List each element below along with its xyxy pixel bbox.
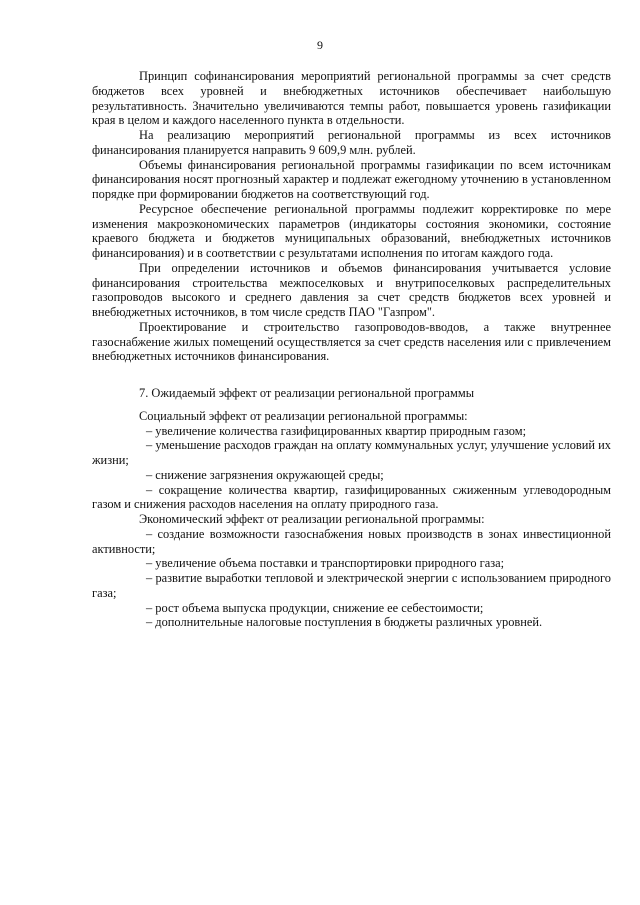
- social-effect-intro: Социальный эффект от реализации региональной программы:: [139, 408, 468, 423]
- social-effect-item: – сокращение количества квартир, газифицированных сжиженным углеводородным газом и снижения расходов населения на оплату природного газа.: [92, 482, 611, 512]
- paragraph-design-construction: Проектирование и строительство газопроводов-вводов, а также внутреннее газоснабжение жилых помещений осуществляется за счет средств населения или с привлечением внебюджетных источников финансирования.: [92, 319, 611, 364]
- economic-effect-item: – развитие выработки тепловой и электрической энергии с использованием природного газа;: [92, 571, 611, 600]
- economic-effect-item: – дополнительные налоговые поступления в бюджеты различных уровней.: [146, 615, 543, 630]
- paragraph-funding-total: На реализацию мероприятий региональной программы из всех источников финансирования планируется направить 9 609,9 млн. рублей.: [92, 128, 611, 157]
- social-effect-item: – снижение загрязнения окружающей среды;: [146, 467, 384, 482]
- paragraph-funding-volumes: Объемы финансирования региональной программы газификации по всем источникам финансирования носят прогнозный характер и подлежат ежегодному уточнению в установленном порядке при формировании бюджетов на соответствующий год.: [92, 157, 611, 201]
- economic-effect-item: – увеличение объема поставки и транспортировки природного газа;: [146, 556, 505, 571]
- economic-effect-intro: Экономический эффект от реализации региональной программы:: [139, 512, 485, 526]
- social-effect-item: – уменьшение расходов граждан на оплату коммунальных услуг, улучшение условий их жизни;: [92, 438, 611, 467]
- paragraph-cofinancing: Принцип софинансирования мероприятий региональной программы за счет средств бюджетов всех уровней и внебюджетных источников обеспечивает наибольшую результативность. Значительно увеличиваются темпы работ, повышается уровень газификации края в целом и каждого населенного пункта в отдельности.: [92, 69, 611, 128]
- social-effect-item: – увеличение количества газифицированных квартир природным газом;: [146, 423, 527, 438]
- paragraph-resource-provision: Ресурсное обеспечение региональной программы подлежит корректировке по мере изменения макроэкономических параметров (индикаторы состояния экономики, состояние краевого бюджета и бюджетов муниципальных образований, внебюджетных источников финансирования) и в соответствии с результатами исполнения по итогам каждого года.: [92, 201, 611, 260]
- economic-effect-item: – создание возможности газоснабжения новых производств в зонах инвестиционной активности;: [92, 526, 611, 556]
- document-body: [92, 69, 611, 630]
- paragraph-funding-sources: При определении источников и объемов финансирования учитывается условие финансирования строительства межпоселковых и внутрипоселковых распределительных газопроводов высокого и среднего давления за счет средств бюджетов всех уровней и внебюджетных источников, в том числе средств ПАО "Газпром".: [92, 260, 611, 319]
- page-number: 9: [317, 38, 323, 52]
- section-title: 7. Ожидаемый эффект от реализации региональной программы: [139, 386, 475, 400]
- economic-effect-item: – рост объема выпуска продукции, снижение ее себестоимости;: [146, 600, 484, 615]
